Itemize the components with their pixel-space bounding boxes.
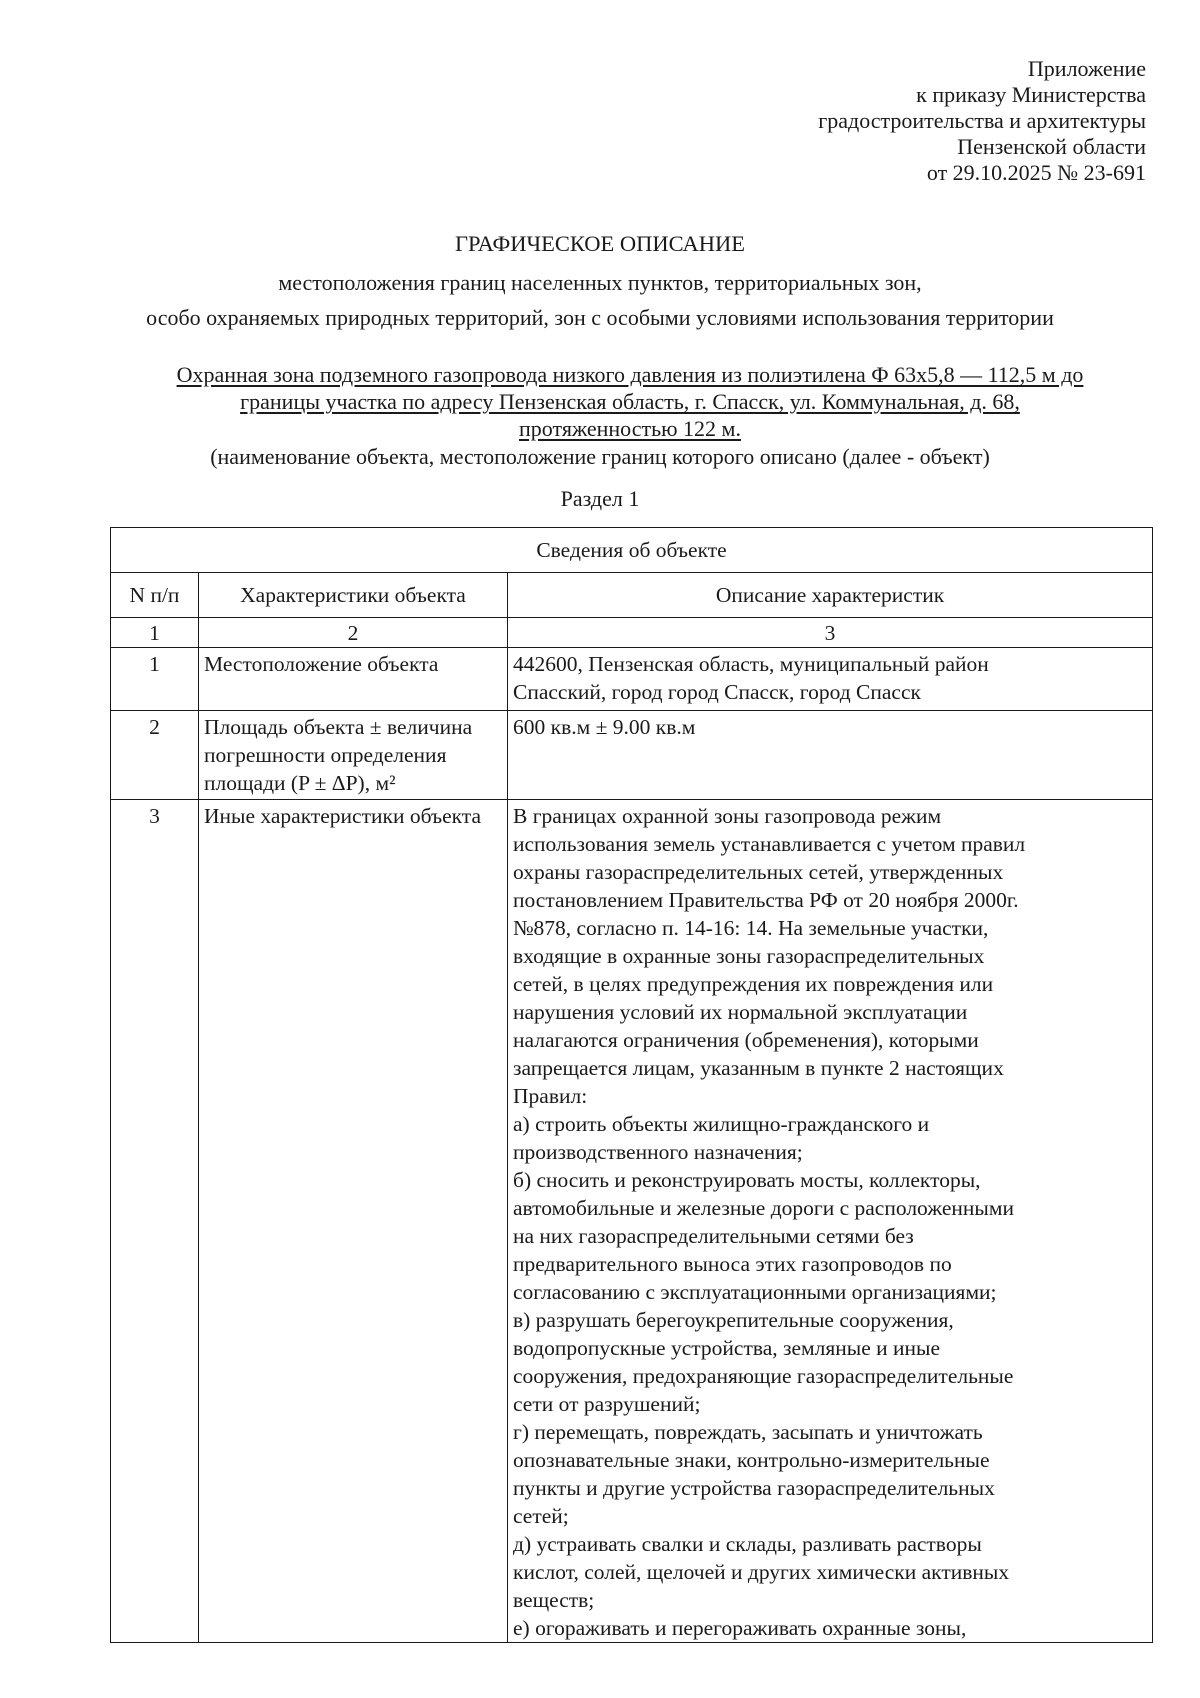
description-line: налагаются ограничения (обременения), которыми bbox=[513, 1028, 979, 1052]
characteristic-description bbox=[508, 711, 1153, 800]
description-line: использования земель устанавливается с учетом правил bbox=[513, 832, 1026, 856]
description-line: веществ; bbox=[513, 1588, 595, 1612]
object-name bbox=[110, 361, 1150, 442]
appendix-line: от 29.10.2025 № 23-691 bbox=[926, 160, 1146, 185]
table-row bbox=[111, 800, 1153, 1643]
description-line: предварительного выноса этих газопроводов по bbox=[513, 1252, 952, 1276]
description-line: автомобильные и железные дороги с расположенными bbox=[513, 1196, 1014, 1220]
column-number: 2 bbox=[199, 618, 508, 648]
description-line: запрещается лицам, указанным в пункте 2 настоящих bbox=[513, 1056, 1004, 1080]
object-name-line: Охранная зона подземного газопровода низкого давления из полиэтилена Ф 63х5,8 — 112,5 м до bbox=[176, 362, 1084, 387]
row-number: 1 bbox=[111, 648, 199, 711]
section-label: Раздел 1 bbox=[560, 486, 640, 511]
description-line: опознавательные знаки, контрольно-измерительные bbox=[513, 1448, 990, 1472]
description-line: сети от разрушений; bbox=[513, 1392, 701, 1416]
description-line: а) строить объекты жилищно-гражданского и bbox=[513, 1112, 930, 1136]
appendix-line: Пензенской области bbox=[957, 134, 1146, 159]
description-line: сетей; bbox=[513, 1504, 569, 1528]
subtitle-line: местоположения границ населенных пунктов, территориальных зон, bbox=[278, 270, 922, 295]
appendix-line: Приложение bbox=[1027, 56, 1146, 81]
description-line: Правил: bbox=[513, 1084, 588, 1108]
description-line: г) перемещать, повреждать, засыпать и уничтожать bbox=[513, 1420, 983, 1444]
description-line: кислот, солей, щелочей и других химически активных bbox=[513, 1560, 1010, 1584]
description-line: Спасский, город город Спасск, город Спасск bbox=[513, 680, 921, 704]
row-number: 2 bbox=[111, 711, 199, 800]
object-info-table bbox=[110, 527, 1153, 1643]
column-header: N п/п bbox=[111, 573, 199, 618]
object-name-line: границы участка по адресу Пензенская область, г. Спасск, ул. Коммунальная, д. 68, bbox=[240, 389, 1020, 414]
column-header: Описание характеристик bbox=[508, 573, 1153, 618]
description-line: сетей, в целях предупреждения их повреждения или bbox=[513, 972, 994, 996]
appendix-line: к приказу Министерства bbox=[916, 82, 1146, 107]
table-row bbox=[111, 648, 1153, 711]
description-line: в) разрушать берегоукрепительные сооружения, bbox=[513, 1308, 954, 1332]
description-line: е) огораживать и перегораживать охранные зоны, bbox=[513, 1616, 967, 1640]
description-line: постановлением Правительства РФ от 20 ноября 2000г. bbox=[513, 888, 1019, 912]
description-line: производственного назначения; bbox=[513, 1140, 803, 1164]
document-subtitle bbox=[0, 265, 1200, 335]
description-line: б) сносить и реконструировать мосты, коллекторы, bbox=[513, 1168, 981, 1192]
description-line: входящие в охранные зоны газораспределительных bbox=[513, 944, 985, 968]
name-line: Площадь объекта ± величина bbox=[204, 715, 473, 739]
column-number-row bbox=[111, 618, 1153, 648]
description-line: 600 кв.м ± 9.00 кв.м bbox=[513, 715, 696, 739]
name-line: погрешности определения bbox=[204, 743, 447, 767]
description-line: д) устраивать свалки и склады, разливать растворы bbox=[513, 1532, 982, 1556]
description-line: пункты и другие устройства газораспределительных bbox=[513, 1476, 995, 1500]
row-number: 3 bbox=[111, 800, 199, 1643]
characteristic-name: Иные характеристики объекта bbox=[199, 800, 508, 1643]
name-line: площади (P ± ΔP), м² bbox=[204, 771, 396, 795]
description-line: на них газораспределительными сетями без bbox=[513, 1224, 914, 1248]
subtitle-line: особо охраняемых природных территорий, зон с особыми условиями использования территории bbox=[146, 305, 1054, 330]
description-line: сооружения, предохраняющие газораспределительные bbox=[513, 1364, 1014, 1388]
description-line: №878, согласно п. 14-16: 14. На земельные участки, bbox=[513, 916, 989, 940]
column-header: Характеристики объекта bbox=[199, 573, 508, 618]
column-number: 3 bbox=[508, 618, 1153, 648]
table-header-row bbox=[111, 573, 1153, 618]
appendix-line: градостроительства и архитектуры bbox=[818, 108, 1146, 133]
table-caption: Сведения об объекте bbox=[111, 528, 1153, 573]
characteristic-description bbox=[508, 648, 1153, 711]
description-line: В границах охранной зоны газопровода режим bbox=[513, 804, 942, 828]
table-caption-row bbox=[111, 528, 1153, 573]
document-title: ГРАФИЧЕСКОЕ ОПИСАНИЕ bbox=[454, 231, 746, 256]
table-row bbox=[111, 711, 1153, 800]
description-line: нарушения условий их нормальной эксплуатации bbox=[513, 1000, 968, 1024]
description-line: 442600, Пензенская область, муниципальный район bbox=[513, 652, 989, 676]
characteristic-name: Местоположение объекта bbox=[199, 648, 508, 711]
description-line: охраны газораспределительных сетей, утвержденных bbox=[513, 860, 1004, 884]
characteristic-description bbox=[508, 800, 1153, 1643]
description-line: водопропускные устройства, земляные и иные bbox=[513, 1336, 941, 1360]
column-number: 1 bbox=[111, 618, 199, 648]
object-caption: (наименование объекта, местоположение границ которого описано (далее - объект) bbox=[210, 444, 990, 469]
characteristic-name bbox=[199, 711, 508, 800]
object-name-line: протяженностью 122 м. bbox=[519, 416, 741, 441]
appendix-block bbox=[626, 56, 1146, 186]
description-line: согласованию с эксплуатационными организациями; bbox=[513, 1280, 997, 1304]
